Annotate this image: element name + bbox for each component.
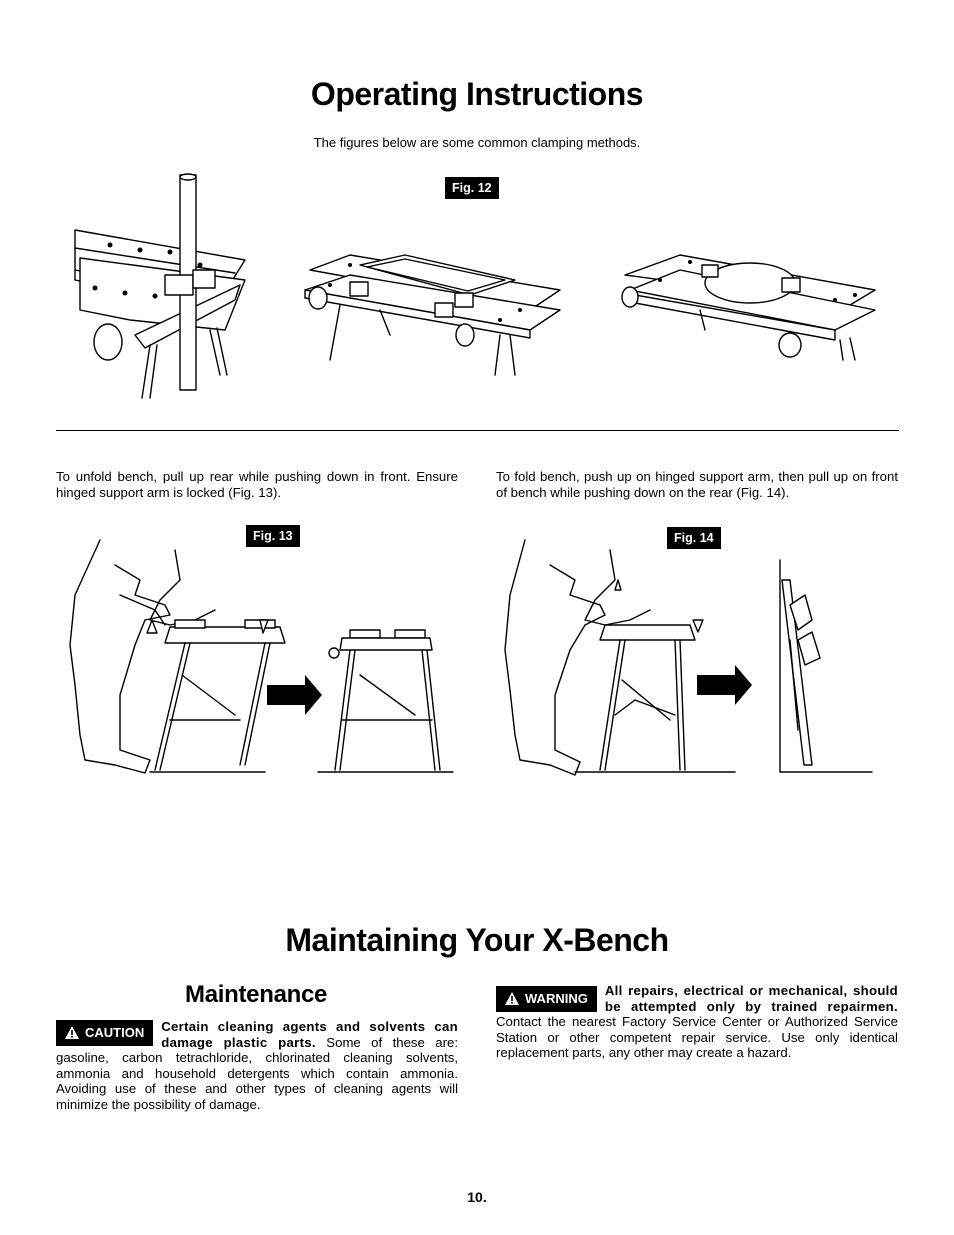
fig-12-label: Fig. 12 xyxy=(445,177,499,199)
page-number: 10. xyxy=(467,1189,487,1205)
bench-folded-drawing xyxy=(780,560,872,772)
unfold-instruction: To unfold bench, pull up rear while pushing down in front. Ensure hinged support arm is locked (Fig. 13). xyxy=(56,469,458,500)
bench-folding-drawing xyxy=(575,625,735,772)
bench-pipe-clamp-drawing xyxy=(75,174,245,398)
warning-block xyxy=(496,983,898,1061)
warning-badge xyxy=(496,986,597,1012)
page-title: Operating Instructions xyxy=(310,76,644,112)
bench-unfolded-drawing xyxy=(318,630,453,772)
person-unfold-drawing xyxy=(70,540,215,773)
maintaining-title: Maintaining Your X-Bench xyxy=(285,922,669,958)
right-arrow-icon xyxy=(697,665,752,705)
fig-14-label: Fig. 14 xyxy=(667,527,721,549)
caution-block xyxy=(56,1019,458,1113)
caution-bold-text: Certain cleaning agents and solvents can damage plastic parts. xyxy=(161,1019,458,1050)
right-arrow-icon xyxy=(267,675,322,715)
caution-badge xyxy=(56,1020,153,1046)
warning-label: WARNING xyxy=(525,991,588,1006)
section-divider xyxy=(56,430,899,431)
fig-13-label: Fig. 13 xyxy=(246,525,300,547)
warning-body-text: Contact the nearest Factory Service Center or Authorized Service Station or other competent repair service. Use only identical replacement parts, any other may create a hazard. xyxy=(496,1014,898,1061)
intro-text: The figures below are some common clamping methods. xyxy=(313,135,641,150)
maintenance-subtitle: Maintenance xyxy=(185,981,328,1008)
fig-13-illustration xyxy=(60,535,460,775)
warning-triangle-icon xyxy=(65,1026,79,1039)
caution-body-text: Some of these are: gasoline, carbon tetrachloride, chlorinated cleaning solvents, ammonia and household detergents which contain ammonia. Avoiding use of these and other types of cleaning agents will minimize the possibility of damage. xyxy=(56,1034,458,1112)
warning-bold-text: All repairs, electrical or mechanical, should be attempted only by trained repairmen. xyxy=(604,983,898,1014)
caution-label: CAUTION xyxy=(85,1025,145,1040)
warning-triangle-icon xyxy=(505,992,519,1005)
bench-frame-clamp-drawing xyxy=(305,255,560,375)
fold-instruction: To fold bench, push up on hinged support arm, then pull up on front of bench while pushing down on the rear (Fig. 14). xyxy=(496,469,898,500)
bench-unfold-drawing xyxy=(147,620,285,772)
fig-12-illustration xyxy=(60,170,900,410)
fig-14-illustration xyxy=(500,540,880,780)
bench-round-clamp-drawing xyxy=(622,255,875,360)
